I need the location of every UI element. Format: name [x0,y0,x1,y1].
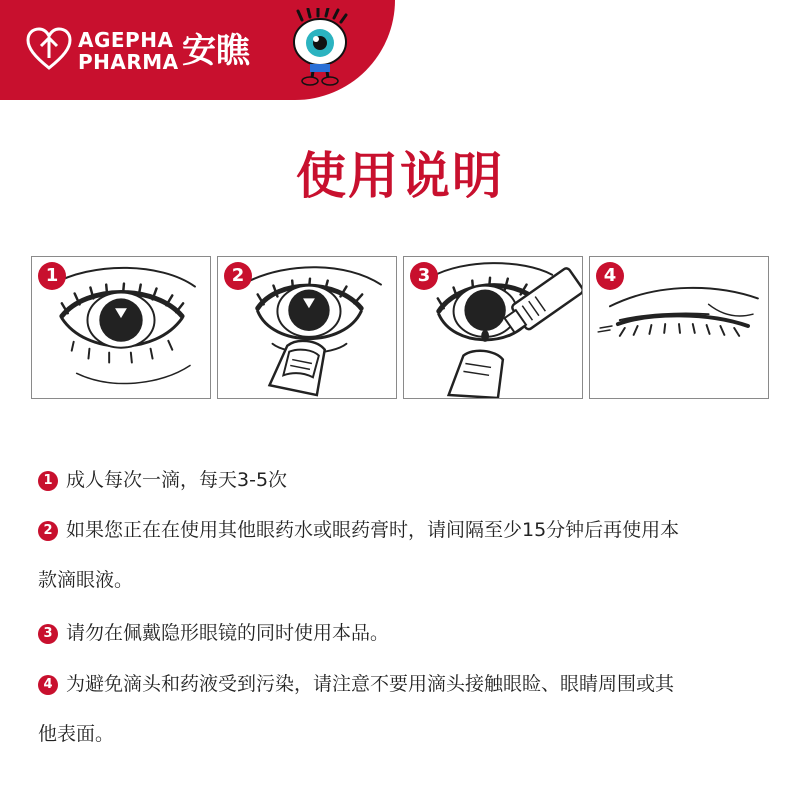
step-panel-3 [403,256,583,399]
brand-line-1: AGEPHA [78,28,174,52]
step-badge-2: 2 [224,262,252,290]
instruction-text-2-cont: 款滴眼液。 [38,569,134,591]
instruction-item-1 [38,467,768,494]
instruction-text-4: 为避免滴头和药液受到污染，请注意不要用滴头接触眼睑、眼睛周围或其 [66,673,675,695]
brand-line-2: PHARMA [78,50,179,74]
instruction-number-3: 3 [38,624,58,644]
instruction-text-4-cont: 他表面。 [38,723,115,745]
instruction-number-1: 1 [38,471,58,491]
step-panel-4 [589,256,769,399]
eye-mascot-icon [290,8,350,86]
page-title: 使用说明 [296,147,504,205]
header-banner [0,0,395,100]
instruction-number-2: 2 [38,521,58,541]
heart-logo-icon [24,24,74,74]
step-panel-1 [31,256,211,399]
step-badge-3: 3 [410,262,438,290]
instruction-number-4: 4 [38,675,58,695]
brand-name-en [78,29,179,73]
instruction-item-4 [38,671,768,748]
step-badge-1: 1 [38,262,66,290]
step-badge-4: 4 [596,262,624,290]
instruction-item-3 [38,620,768,647]
instruction-text-3: 请勿在佩戴隐形眼镜的同时使用本品。 [66,622,390,644]
instruction-text-1: 成人每次一滴，每天3-5次 [66,469,288,491]
brand-name-cn: 安瞧 [182,31,250,71]
step-panel-2 [217,256,397,399]
instruction-item-2 [38,517,768,594]
instruction-text-2: 如果您正在在使用其他眼药水或眼药膏时，请间隔至少15分钟后再使用本 [66,519,680,541]
